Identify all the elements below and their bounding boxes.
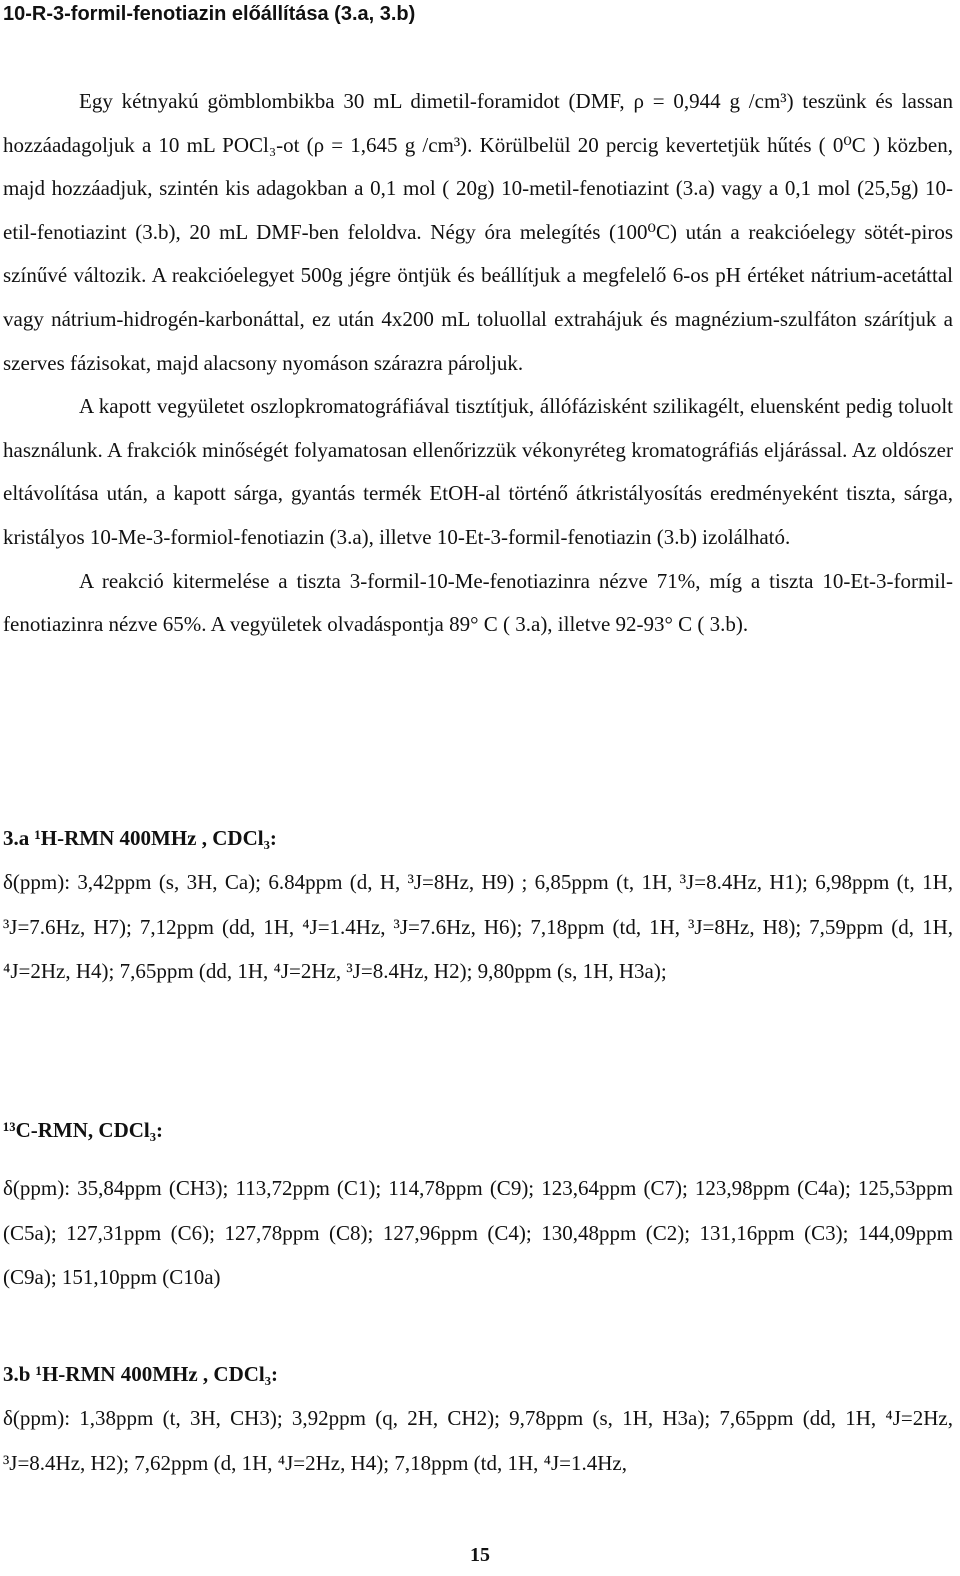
- paragraph-purification: A kapott vegyületet oszlopkromatográfiával tisztítjuk, állófázisként szilikagélt, eluensként pedig toluolt használunk. A frakciók minőségét folyamatosan ellenőrizzük vékonyréteg kromatográfiás eljárással. Az oldószer eltávolítása után, a kapott sárga, gyantás termék EtOH-al történő átkristályosítás eredményeként tiszta, sárga, kristályos 10-Me-3-formiol-fenotiazin (3.a), illetve 10-Et-3-formil-fenotiazin (3.b) izolálható.: [3, 394, 953, 549]
- nmr-data-3a: δ(ppm): 3,42ppm (s, 3H, Ca); 6.84ppm (d, H, ³J=8Hz, H9) ; 6,85ppm (t, 1H, ³J=8.4Hz, H1); 6,98ppm (t, 1H, ³J=7.6Hz, H7); 7,12ppm (dd, 1H, ⁴J=1.4Hz, ³J=7.6Hz, H6); 7,18ppm (td, 1H, ³J=8Hz, H8); 7,59ppm (d, 1H, ⁴J=2Hz, H4); 7,65ppm (dd, 1H, ⁴J=2Hz, ³J=8.4Hz, H2); 9,80ppm (s, 1H, H3a);: [3, 870, 953, 984]
- paragraph-procedure: Egy kétnyakú gömblombikba 30 mL dimetil-foramidot (DMF, ρ = 0,944 g /cm³) teszünk és lassan hozzáadagoljuk a 10 mL POCl₃-ot (ρ = 1,645 g /cm³). Körülbelül 20 percig kevertetjük hűtés ( 0⁰C ) közben, majd hozzáadjuk, szintén kis adagokban a 0,1 mol ( 20g) 10-metil-fenotiazint (3.a) vagy a 0,1 mol (25,5g) 10-etil-fenotiazint (3.b), 20 mL DMF-ben feloldva. Négy óra melegítés (100⁰C) után a reakcióelegy sötét-piros színűvé változik. A reakcióelegyet 500g jégre öntjük és beállítjuk a megfelelő 6-os pH értéket nátrium-acetáttal vagy nátrium-hidrogén-karbonáttal, ez után 4x200 mL toluollal extrahájuk és magnézium-szulfáton szárítjuk a szerves fázisokat, majd alacsony nyomáson szárazra pároljuk.: [3, 89, 953, 375]
- nmr-data-3b: δ(ppm): 1,38ppm (t, 3H, CH3); 3,92ppm (q, 2H, CH2); 9,78ppm (s, 1H, H3a); 7,65ppm (dd, 1H, ⁴J=2Hz, ³J=8.4Hz, H2); 7,62ppm (d, 1H, ⁴J=2Hz, H4); 7,18ppm (td, 1H, ⁴J=1.4Hz,: [3, 1406, 953, 1475]
- nmr-block-13c: [3, 1108, 953, 1300]
- nmr-heading-3a: 3.a ¹H-RMN 400MHz , CDCl₃:: [3, 826, 277, 850]
- nmr-heading-3b: 3.b ¹H-RMN 400MHz , CDCl₃:: [3, 1362, 279, 1386]
- paragraph-yield: A reakció kitermelése a tiszta 3-formil-10-Me-fenotiazinra nézve 71%, míg a tiszta 10-Et-3-formil-fenotiazinra nézve 65%. A vegyületek olvadáspontja 89° C ( 3.a), illetve 92-93° C ( 3.b).: [3, 568, 953, 637]
- page-number: 15: [470, 1544, 490, 1566]
- nmr-heading-13c: ¹³C-RMN, CDCl₃:: [3, 1118, 164, 1142]
- procedure-text: [3, 80, 953, 647]
- section-heading: 10-R-3-formil-fenotiazin előállítása (3.a, 3.b): [3, 3, 416, 25]
- nmr-data-13c: δ(ppm): 35,84ppm (CH3); 113,72ppm (C1); 114,78ppm (C9); 123,64ppm (C7); 123,98ppm (C4a); 125,53ppm (C5a); 127,31ppm (C6); 127,78ppm (C8); 127,96ppm (C4); 130,48ppm (C2); 131,16ppm (C3); 144,09ppm (C9a); 151,10ppm (C10a): [3, 1176, 953, 1290]
- nmr-block-3a: [3, 816, 953, 994]
- nmr-block-3b: [3, 1352, 953, 1485]
